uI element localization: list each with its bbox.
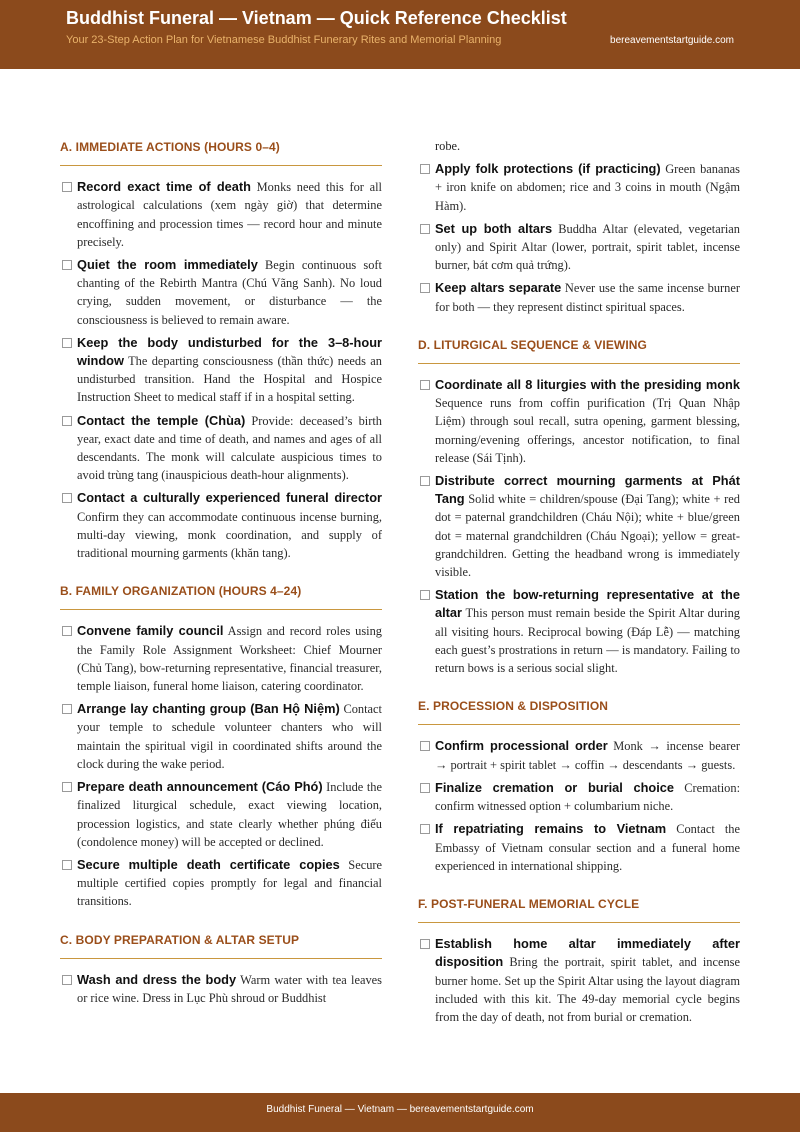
checkbox-contact-a-culturally-experienced-funeral[interactable] <box>62 493 72 503</box>
checklist-item <box>418 220 740 275</box>
checkbox-confirm-processional-order[interactable] <box>420 741 430 751</box>
checkbox-contact-the-temple-ch-a[interactable] <box>62 416 72 426</box>
checklist-item <box>418 586 740 677</box>
item-title: Arrange lay chanting group (Ban Hộ Niệm) <box>77 701 340 717</box>
checkbox-coordinate-all-8-liturgies-with-the-pres[interactable] <box>420 380 430 390</box>
checklist-item <box>60 412 382 485</box>
checkbox-record-exact-time-of-death[interactable] <box>62 182 72 192</box>
checkbox-secure-multiple-death-certificate-copies[interactable] <box>62 860 72 870</box>
checklist-item <box>60 334 382 407</box>
item-title: Convene family council <box>77 623 224 639</box>
checkbox-wash-and-dress-the-body[interactable] <box>62 975 72 985</box>
item-description: Include the finalized liturgical schedule, exact viewing location, procession logistics, and state clearly whether phúng điếu (condolence money) will be accepted or declined. <box>77 780 382 849</box>
item-description: Begin continuous soft chanting of the Rebirth Mantra (Chú Vãng Sanh). No loud crying, sudden movement, or disturbance — the consciousness is believed to remain aware. <box>77 258 383 327</box>
item-title: Set up both altars <box>435 220 553 236</box>
item-description: Sequence runs from coffin purification (Trị Quan Nhập Liệm) through soul recall, sutra opening, garment blessing, morning/evening offerings, ancestor notification, to final release (Sái Tịnh). <box>435 396 740 465</box>
checklist-item <box>60 778 382 851</box>
item-description: Contact the Embassy of Vietnam consular section and a funeral home experienced in international shipping. <box>435 822 740 873</box>
item-description: Cremation: confirm witnessed option + columbarium niche. <box>435 780 741 814</box>
checkbox-convene-family-council[interactable] <box>62 626 72 636</box>
item-description: Buddha Altar (elevated, vegetarian only) and Spirit Altar (lower, portrait, spirit tablet, incense burner, bát cơm quả trứng). <box>435 221 740 273</box>
item-description: This person must remain beside the Spirit Altar during all visiting hours. Reciprocal bowing (Đáp Lễ) — matching each guest’s prostrations in return — is mandatory. Failing to return bows is a serious social slight. <box>435 606 740 676</box>
item-title: Contact the temple (Chùa) <box>77 412 246 428</box>
checklist-item <box>60 622 382 695</box>
checkbox-finalize-cremation-or-burial-choice[interactable] <box>420 783 430 793</box>
section-heading: A. IMMEDIATE ACTIONS (HOURS 0–4) <box>60 138 382 166</box>
checklist-item <box>60 256 382 329</box>
item-title: Keep the body undisturbed for the 3–8-hour window <box>77 334 382 369</box>
checkbox-distribute-correct-mourning-garments-at-[interactable] <box>420 476 430 486</box>
page-header <box>0 0 800 69</box>
checkbox-establish-home-altar-immediately-after-d[interactable] <box>420 939 430 949</box>
continued-text: robe. <box>435 139 461 153</box>
checkbox-arrange-lay-chanting-group-ban-h-ni-m[interactable] <box>62 704 72 714</box>
item-description: Confirm they can accommodate continuous incense burning, multi-day viewing, monk coordination, and supply of traditional mourning garments (khăn tang). <box>77 509 382 561</box>
document-title: Buddhist Funeral — Vietnam — Quick Reference Checklist <box>66 8 567 28</box>
item-description: The departing consciousness (thần thức) needs an undisturbed transition. Hand the Hospital and Hospice Instruction Sheet to medical staff if in a hospital setting. <box>77 354 382 405</box>
site-link[interactable]: bereavementstartguide.com <box>610 35 734 46</box>
section-heading: D. LITURGICAL SEQUENCE & VIEWING <box>418 336 740 364</box>
right-column <box>418 118 740 1031</box>
checklist-item <box>418 737 740 773</box>
item-description: Assign and record roles using the Family Role Assignment Worksheet: Chief Mourner (Chủ Tang), bow-returning representative, financial treasurer, temple liaison, funeral home liaison, catering coordinator. <box>77 624 382 694</box>
section-heading: C. BODY PREPARATION & ALTAR SETUP <box>60 931 382 959</box>
item-description: Green bananas + iron knife on abdomen; rice and 3 coins in mouth (Ngậm Hàm). <box>435 162 740 213</box>
document-subtitle: Your 23-Step Action Plan for Vietnamese Buddhist Funerary Rites and Memorial Planning <box>66 34 502 46</box>
checklist-item <box>418 160 740 215</box>
item-title: Contact a culturally experienced funeral director <box>77 490 382 506</box>
item-title: If repatriating remains to Vietnam <box>435 821 667 837</box>
checkbox-keep-the-body-undisturbed-for-the-3-8-ho[interactable] <box>62 338 72 348</box>
checklist-item <box>418 935 740 1026</box>
item-description: Contact your temple to schedule volunteer chanters who will maintain the spiritual vigil in coordinated shifts around the clock during the wake period. <box>77 702 382 771</box>
item-description: Monk → incense bearer → portrait + spirit tablet → coffin → descendants → guests. <box>435 739 740 772</box>
item-title: Wash and dress the body <box>77 971 237 987</box>
item-description: Solid white = children/spouse (Đại Tang); white + red dot = paternal grandchildren (Cháu Nội); white + blue/green dot = maternal grandchildren (Cháu Ngoại); yellow = great-grandchildren. Getting the headband wrong is immediately visible. <box>435 492 740 580</box>
checkbox-set-up-both-altars[interactable] <box>420 224 430 234</box>
page-footer <box>0 1093 800 1132</box>
checklist-item <box>60 700 382 773</box>
item-description: Provide: deceased’s birth year, exact date and time of death, and names and ages of all descendants. The monk will calculate auspicious times to avoid trùng tang (inauspicious death-hour alignments). <box>77 413 382 483</box>
checklist-item <box>418 279 740 315</box>
item-description: Never use the same incense burner for both — they represent distinct spiritual spaces. <box>435 281 740 314</box>
item-description: Warm water with tea leaves or rice wine. Dress in Lục Phù shroud or Buddhist <box>77 972 382 1005</box>
item-title: Finalize cremation or burial choice <box>435 779 675 795</box>
item-title: Station the bow-returning representative at the altar <box>435 587 740 621</box>
left-column <box>60 118 382 1012</box>
section-heading: E. PROCESSION & DISPOSITION <box>418 697 740 725</box>
checklist-item <box>418 820 740 875</box>
checklist-item <box>60 489 382 562</box>
item-title: Apply folk protections (if practicing) <box>435 161 661 177</box>
checklist-item <box>418 779 740 815</box>
checkbox-prepare-death-announcement-c-o-ph[interactable] <box>62 782 72 792</box>
item-title: Establish home altar immediately after disposition <box>435 936 740 970</box>
item-title: Distribute correct mourning garments at Phát Tang <box>435 473 740 507</box>
checkbox-station-the-bow-returning-representative[interactable] <box>420 590 430 600</box>
section-heading: F. POST-FUNERAL MEMORIAL CYCLE <box>418 895 740 923</box>
item-title: Keep altars separate <box>435 280 562 296</box>
checklist-item <box>60 971 382 1007</box>
section-heading: B. FAMILY ORGANIZATION (HOURS 4–24) <box>60 582 382 610</box>
footer-text: Buddhist Funeral — Vietnam — bereavementstartguide.com <box>266 1104 534 1115</box>
item-title: Quiet the room immediately <box>77 257 258 273</box>
item-description: Secure multiple certified copies promptly for legal and financial transitions. <box>77 857 383 909</box>
checkbox-if-repatriating-remains-to-vietnam[interactable] <box>420 824 430 834</box>
item-title: Coordinate all 8 liturgies with the presiding monk <box>435 377 740 393</box>
checklist-item <box>60 856 382 911</box>
checkbox-keep-altars-separate[interactable] <box>420 283 430 293</box>
item-title: Confirm processional order <box>435 738 608 754</box>
checkbox-apply-folk-protections-if-practicing[interactable] <box>420 164 430 174</box>
item-description: Monks need this for all astrological calculations (xem ngày giờ) that determine encoffining and procession times — record hour and minute precisely. <box>77 180 383 249</box>
item-title: Prepare death announcement (Cáo Phó) <box>77 779 323 795</box>
checklist-item <box>418 376 740 467</box>
checkbox-quiet-the-room-immediately[interactable] <box>62 260 72 270</box>
item-title: Secure multiple death certificate copies <box>77 856 340 872</box>
item-description: Bring the portrait, spirit tablet, and incense burner home. Set up the Spirit Altar using the layout diagram included with this kit. The 49-day memorial cycle begins from the day of death, not from burial or cremation. <box>435 955 740 1024</box>
checklist-item <box>60 178 382 251</box>
item-title: Record exact time of death <box>77 179 251 195</box>
checklist-item <box>418 472 740 581</box>
